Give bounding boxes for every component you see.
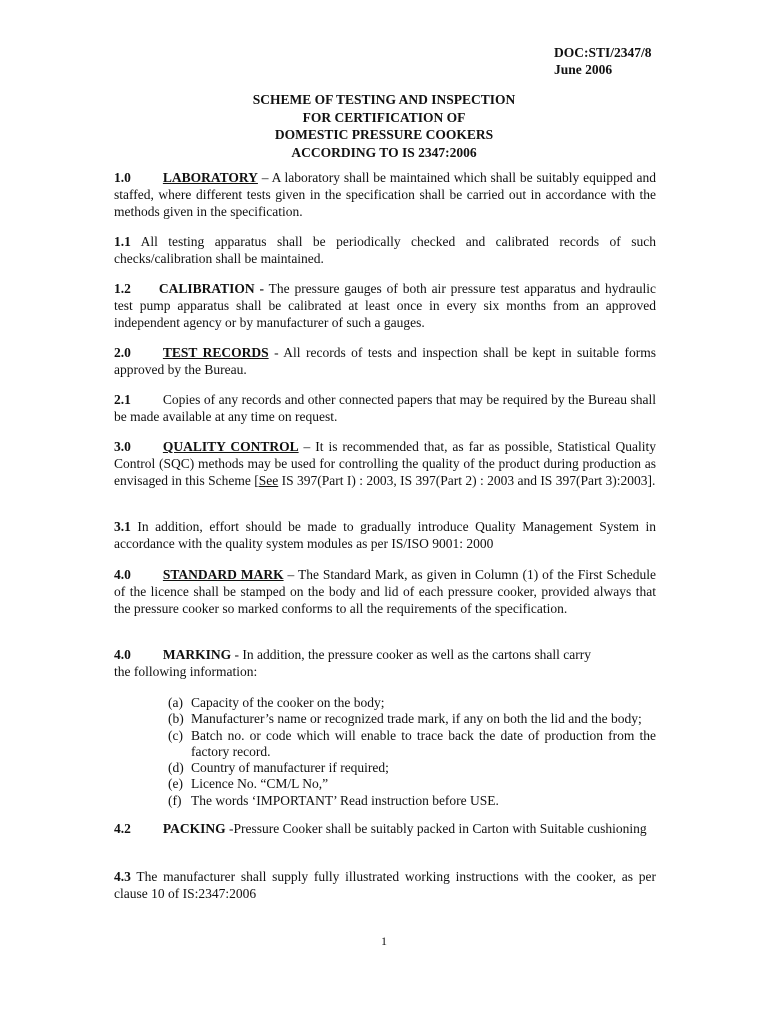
list-item (168, 793, 656, 809)
section-heading: CALIBRATION - (158, 281, 264, 296)
list-item-text: The words ‘IMPORTANT’ Read instruction before USE. (191, 792, 499, 808)
section-4-0-marking (114, 647, 656, 681)
section-text: - All records of tests and inspection shall be kept in suitable forms approved by the Bureau. (114, 345, 656, 377)
list-item-label: (d) (168, 760, 184, 776)
section-heading: LABORATORY (162, 170, 258, 185)
section-number: 3.1 (114, 519, 131, 534)
section-4-0-standard-mark (114, 567, 656, 617)
list-item-text: Capacity of the cooker on the body; (191, 695, 385, 710)
section-4-2 (114, 821, 656, 838)
title-line: SCHEME OF TESTING AND INSPECTION (252, 92, 516, 107)
section-heading: TEST RECORDS (162, 345, 269, 360)
list-item-label: (f) (168, 792, 182, 808)
document-title (0, 91, 768, 161)
list-item-label: (c) (168, 727, 183, 743)
list-item (168, 728, 656, 761)
page-number: 1 (381, 934, 387, 948)
list-item-text: Batch no. or code which will enable to trace back the date of production from the factory record. (191, 727, 656, 759)
section-1-1 (114, 234, 656, 268)
document-reference (554, 44, 652, 78)
section-text: – A laboratory shall be maintained which shall be suitably equipped and staffed, where different tests given in the specification shall be carried out in accordance with the methods given in the specification. (114, 170, 656, 219)
section-1-0 (114, 170, 656, 220)
section-3-0 (114, 439, 656, 489)
title-line: FOR CERTIFICATION OF (302, 109, 466, 125)
section-number: 4.2 (114, 821, 131, 836)
section-heading: MARKING (162, 647, 232, 662)
section-text: The manufacturer shall supply fully illustrated working instructions with the cooker, as per clause 10 of IS:2347:2006 (114, 869, 656, 901)
section-text: In addition, effort should be made to gradually introduce Quality Management System in accordance with the quality system modules as per IS/ISO 9001: 2000 (114, 519, 656, 551)
section-number: 1.1 (114, 234, 131, 249)
section-text: – The Standard Mark, as given in Column (1) of the First Schedule of the licence shall be stamped on the body and lid of each pressure cooker, provided always that the pressure cooker so marked conforms to all the requirements of the specification. (114, 567, 656, 616)
section-number: 4.0 (114, 647, 131, 662)
list-item (168, 711, 656, 727)
list-item-text: Country of manufacturer if required; (191, 760, 389, 776)
section-4-3 (114, 869, 656, 903)
list-item-label: (e) (168, 776, 183, 792)
section-2-0 (114, 345, 656, 379)
title-line: ACCORDING TO IS 2347:2006 (291, 144, 477, 160)
section-text: IS 397(Part I) : 2003, IS 397(Part 2) : 2003 and IS 397(Part 3):2003]. (278, 472, 656, 488)
section-heading: STANDARD MARK (162, 567, 284, 582)
marking-list (168, 695, 656, 809)
section-number: 1.2 (114, 281, 131, 296)
list-item (168, 776, 656, 792)
section-number: 1.0 (114, 170, 131, 185)
list-item (168, 695, 656, 711)
section-number: 4.3 (114, 869, 131, 884)
section-number: 3.0 (114, 439, 131, 454)
section-heading: QUALITY CONTROL (162, 439, 299, 454)
doc-date: June 2006 (554, 62, 613, 77)
title-line: DOMESTIC PRESSURE COOKERS (274, 127, 494, 142)
doc-id: DOC:STI/2347/8 (554, 45, 652, 60)
see-reference: See (258, 472, 279, 488)
list-item-text: Manufacturer’s name or recognized trade mark, if any on both the lid and the body; (191, 711, 642, 727)
section-text: The pressure gauges of both air pressure test apparatus and hydraulic test pump apparatus shall be calibrated at least once in every six months from an approved independent agency or by manufacturer of such a gauges. (114, 281, 656, 330)
section-text: All testing apparatus shall be periodically checked and calibrated records of such checks/calibration shall be maintained. (114, 234, 656, 266)
section-text: - In addition, the pressure cooker as well as the cartons shall carry (231, 647, 591, 662)
section-1-2 (114, 281, 656, 331)
section-text: the following information: (114, 663, 258, 679)
section-text: -Pressure Cooker shall be suitably packed in Carton with Suitable cushioning (225, 821, 647, 836)
section-2-1 (114, 392, 656, 426)
list-item (168, 760, 656, 776)
list-item-label: (b) (168, 711, 184, 727)
section-text: Copies of any records and other connected papers that may be required by the Bureau shall be made available at any time on request. (114, 392, 656, 424)
list-item-label: (a) (168, 695, 183, 710)
section-3-1 (114, 519, 656, 553)
section-number: 2.0 (114, 345, 131, 360)
section-text: – It is recommended that, as far as possible, Statistical Quality Control (SQC) methods may be used for controlling the quality of the product during production as envisaged in this Scheme [ (114, 439, 656, 488)
section-number: 4.0 (114, 567, 131, 582)
section-number: 2.1 (114, 392, 131, 407)
list-item-text: Licence No. “CM/L No,” (191, 776, 329, 792)
section-heading: PACKING (162, 821, 226, 836)
